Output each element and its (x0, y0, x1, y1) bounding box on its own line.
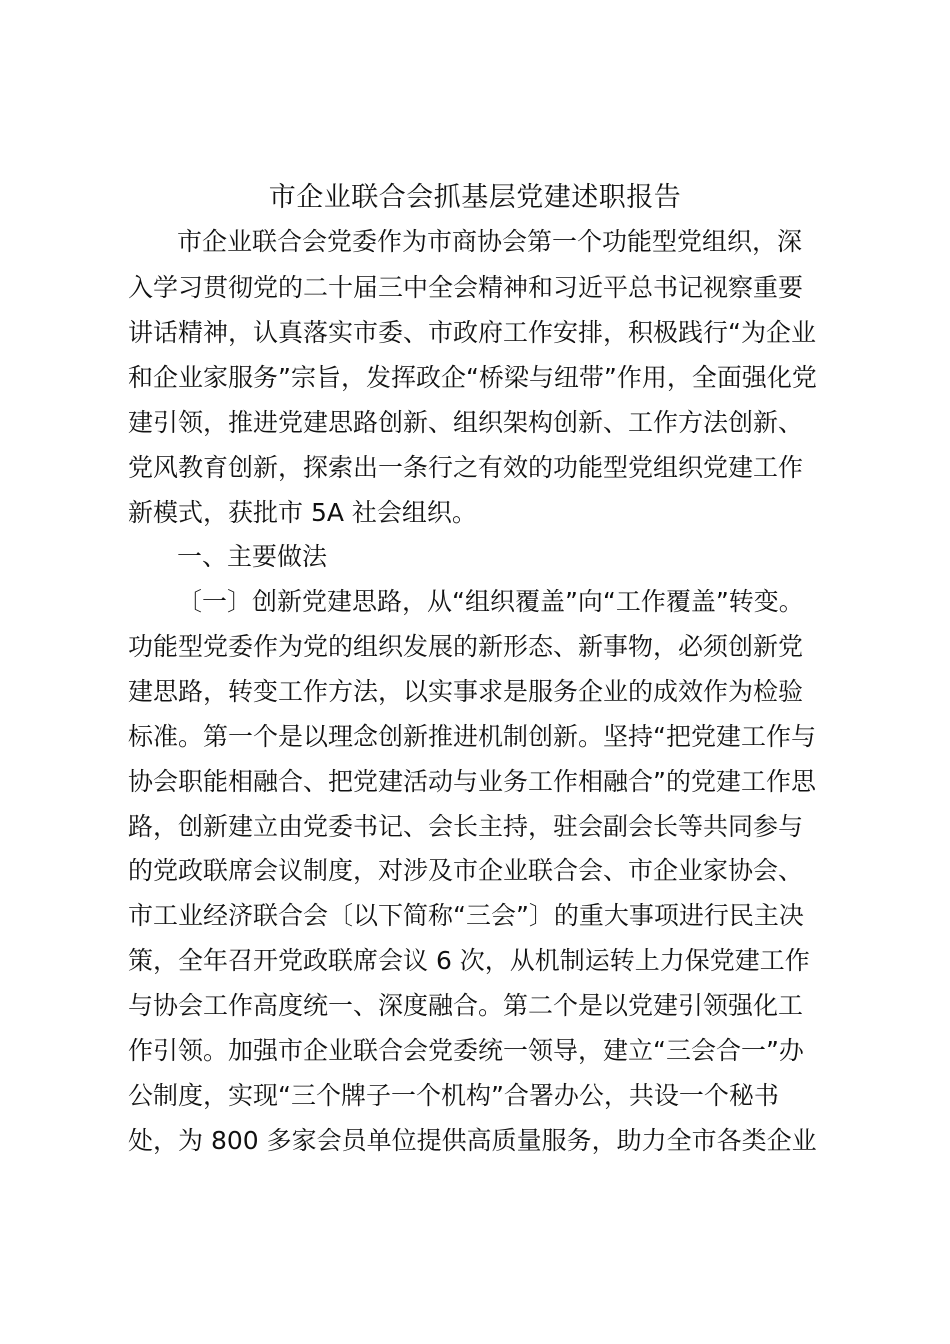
paragraph-line: 处，为 800 多家会员单位提供高质量服务，助力全市各类企业 (128, 1126, 817, 1155)
paragraph-line: 策，全年召开党政联席会议 6 次，从机制运转上力保党建工作 (128, 946, 810, 975)
paragraph-line: 公制度，实现“三个牌子一个机构”合署办公，共设一个秘书 (128, 1081, 779, 1110)
paragraph-line: 市工业经济联合会〔以下简称“三会”〕的重大事项进行民主决 (128, 901, 804, 930)
paragraph-line: 路，创新建立由党委书记、会长主持，驻会副会长等共同参与 (128, 812, 804, 841)
paragraph-line: 讲话精神，认真落实市委、市政府工作安排，积极践行“为企业 (128, 318, 816, 347)
paragraph-line: 的党政联席会议制度，对涉及市企业联合会、市企业家协会、 (128, 856, 804, 885)
paragraph-line: 与协会工作高度统一、深度融合。第二个是以党建引领强化工 (128, 991, 804, 1020)
paragraph-line: 和企业家服务”宗旨，发挥政企“桥梁与纽带”作用，全面强化党 (128, 363, 817, 392)
paragraph-line: 作引领。加强市企业联合会党委统一领导，建立“三会合一”办 (128, 1036, 804, 1065)
section-heading: 一、主要做法 (177, 542, 328, 571)
document-title: 市企业联合会抓基层党建述职报告 (268, 182, 682, 213)
paragraph-line: 市企业联合会党委作为市商协会第一个功能型党组织，深 (177, 227, 803, 256)
paragraph-line: 建引领，推进党建思路创新、组织架构创新、工作方法创新、 (128, 408, 804, 437)
paragraph-line: 新模式，获批市 5A 社会组织。 (128, 498, 477, 527)
paragraph-line: 党风教育创新，探索出一条行之有效的功能型党组织党建工作 (128, 453, 804, 482)
paragraph-line: 入学习贯彻党的二十届三中全会精神和习近平总书记视察重要 (128, 273, 804, 302)
paragraph-line: 建思路，转变工作方法，以实事求是服务企业的成效作为检验 (128, 677, 804, 706)
paragraph-line: 标准。第一个是以理念创新推进机制创新。坚持“把党建工作与 (128, 722, 816, 751)
paragraph-line: 协会职能相融合、把党建活动与业务工作相融合”的党建工作思 (128, 767, 816, 796)
paragraph-line: 功能型党委作为党的组织发展的新形态、新事物，必须创新党 (128, 632, 804, 661)
subsection-heading: 〔一〕创新党建思路，从“组织覆盖”向“工作覆盖”转变。 (177, 587, 804, 616)
